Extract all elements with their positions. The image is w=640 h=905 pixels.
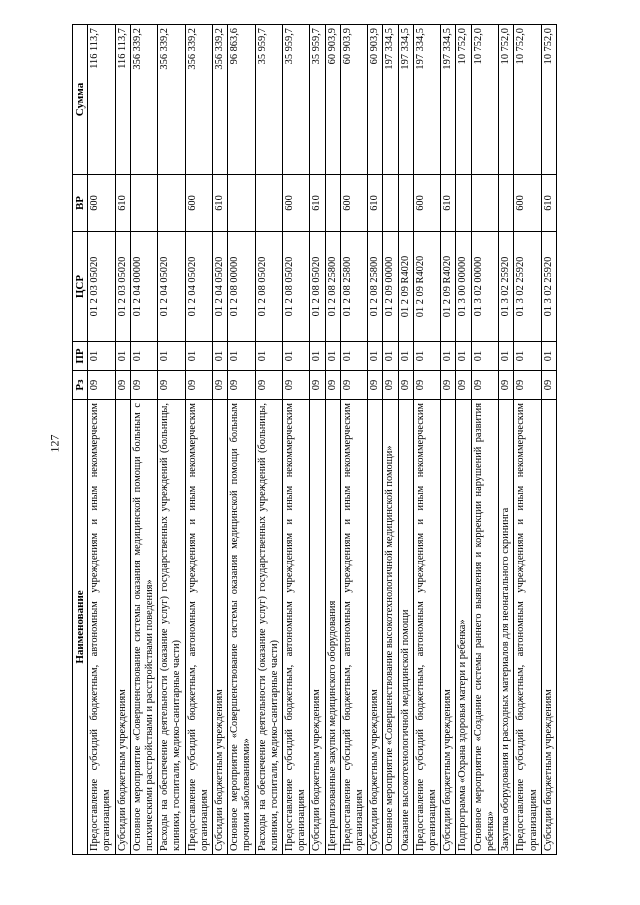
table-row (340, 25, 367, 855)
cell-sum: 197 334,5 (383, 25, 398, 175)
cell-vr (499, 175, 514, 232)
cell-vr (471, 175, 498, 232)
table-row (213, 25, 228, 855)
cell-sum: 10 752,0 (471, 25, 498, 175)
header-vr: ВР (73, 175, 88, 232)
cell-pr: 01 (325, 342, 340, 371)
cell-sum: 356 339,2 (213, 25, 228, 175)
cell-csr: 01 3 02 00000 (471, 232, 498, 342)
cell-csr: 01 2 08 05020 (310, 232, 325, 342)
cell-pr: 01 (88, 342, 115, 371)
cell-rz: 09 (499, 371, 514, 400)
cell-name: Предоставление субсидий бюджетным, автономным учреждениям и иным некоммерческим организациям (88, 400, 115, 855)
table-row (325, 25, 340, 855)
cell-name: Подпрограмма «Охрана здоровья матери и ребенка» (456, 400, 471, 855)
cell-rz: 09 (325, 371, 340, 400)
cell-rz: 09 (185, 371, 212, 400)
cell-sum: 356 339,2 (185, 25, 212, 175)
table-row (228, 25, 255, 855)
table-row (471, 25, 498, 855)
cell-sum: 197 334,5 (413, 25, 440, 175)
cell-vr: 600 (283, 175, 310, 232)
cell-pr: 01 (310, 342, 325, 371)
cell-csr: 01 2 04 00000 (130, 232, 157, 342)
cell-name: Основное мероприятие «Совершенствование системы оказания медицинской помощи больным прочими заболеваниями» (228, 400, 255, 855)
cell-sum: 96 863,6 (228, 25, 255, 175)
cell-vr: 600 (340, 175, 367, 232)
cell-csr: 01 3 02 25920 (541, 232, 556, 342)
cell-pr: 01 (471, 342, 498, 371)
cell-vr (255, 175, 282, 232)
cell-sum: 60 903,9 (340, 25, 367, 175)
table-row (185, 25, 212, 855)
cell-rz: 09 (283, 371, 310, 400)
cell-name: Расходы на обеспечение деятельности (оказание услуг) государственных учреждений (больницы, клиники, госпитали, медико-санитарные части) (158, 400, 185, 855)
cell-rz: 09 (255, 371, 282, 400)
cell-sum: 35 959,7 (255, 25, 282, 175)
cell-rz: 09 (310, 371, 325, 400)
table-row (441, 25, 456, 855)
cell-csr: 01 2 08 00000 (228, 232, 255, 342)
cell-name: Субсидии бюджетным учреждениям (441, 400, 456, 855)
cell-csr: 01 2 04 05020 (158, 232, 185, 342)
cell-pr: 01 (228, 342, 255, 371)
cell-sum: 60 903,9 (325, 25, 340, 175)
cell-sum: 356 339,2 (130, 25, 157, 175)
table-row (130, 25, 157, 855)
cell-pr: 01 (340, 342, 367, 371)
cell-vr (398, 175, 413, 232)
cell-sum: 10 752,0 (499, 25, 514, 175)
cell-rz: 09 (398, 371, 413, 400)
cell-sum: 35 959,7 (310, 25, 325, 175)
cell-csr: 01 2 08 25800 (340, 232, 367, 342)
cell-name: Расходы на обеспечение деятельности (оказание услуг) государственных учреждений (больницы, клиники, госпитали, медико-санитарные части) (255, 400, 282, 855)
cell-rz: 09 (541, 371, 556, 400)
table-row (514, 25, 541, 855)
cell-csr: 01 2 08 05020 (283, 232, 310, 342)
header-csr: ЦСР (73, 232, 88, 342)
table-row (383, 25, 398, 855)
cell-vr: 610 (310, 175, 325, 232)
cell-csr: 01 2 09 R4020 (413, 232, 440, 342)
cell-csr: 01 2 03 05020 (115, 232, 130, 342)
cell-vr (325, 175, 340, 232)
cell-name: Закупка оборудования и расходных материалов для неонатального скрининга (499, 400, 514, 855)
cell-rz: 09 (383, 371, 398, 400)
cell-vr (158, 175, 185, 232)
cell-vr: 600 (185, 175, 212, 232)
cell-name: Предоставление субсидий бюджетным, автономным учреждениям и иным некоммерческим организациям (413, 400, 440, 855)
cell-pr: 01 (441, 342, 456, 371)
cell-name: Предоставление субсидий бюджетным, автономным учреждениям и иным некоммерческим организациям (514, 400, 541, 855)
cell-sum: 10 752,0 (541, 25, 556, 175)
cell-rz: 09 (368, 371, 383, 400)
cell-rz: 09 (413, 371, 440, 400)
cell-vr: 610 (213, 175, 228, 232)
cell-sum: 116 113,7 (115, 25, 130, 175)
table-row (255, 25, 282, 855)
header-row (73, 25, 88, 855)
cell-rz: 09 (228, 371, 255, 400)
cell-name: Предоставление субсидий бюджетным, автономным учреждениям и иным некоммерческим организациям (185, 400, 212, 855)
cell-name: Субсидии бюджетным учреждениям (368, 400, 383, 855)
cell-vr (456, 175, 471, 232)
cell-vr: 610 (368, 175, 383, 232)
cell-pr: 01 (499, 342, 514, 371)
cell-pr: 01 (413, 342, 440, 371)
cell-csr: 01 2 03 05020 (88, 232, 115, 342)
cell-pr: 01 (541, 342, 556, 371)
cell-pr: 01 (514, 342, 541, 371)
cell-vr: 600 (413, 175, 440, 232)
cell-vr: 600 (514, 175, 541, 232)
cell-name: Субсидии бюджетным учреждениям (213, 400, 228, 855)
cell-pr: 01 (115, 342, 130, 371)
table-body (88, 25, 557, 855)
cell-sum: 356 339,2 (158, 25, 185, 175)
cell-csr: 01 2 08 25800 (325, 232, 340, 342)
table-row (398, 25, 413, 855)
cell-csr: 01 2 09 00000 (383, 232, 398, 342)
cell-rz: 09 (130, 371, 157, 400)
cell-pr: 01 (185, 342, 212, 371)
table-row (283, 25, 310, 855)
table-row (158, 25, 185, 855)
cell-rz: 09 (340, 371, 367, 400)
cell-csr: 01 3 02 25920 (499, 232, 514, 342)
cell-pr: 01 (158, 342, 185, 371)
header-sum: Сумма (73, 25, 88, 175)
cell-pr: 01 (283, 342, 310, 371)
cell-sum: 10 752,0 (514, 25, 541, 175)
cell-vr: 610 (115, 175, 130, 232)
cell-pr: 01 (368, 342, 383, 371)
header-rz: Рз (73, 371, 88, 400)
cell-csr: 01 2 09 R4020 (398, 232, 413, 342)
rotated-budget-table-container (72, 25, 582, 855)
table-row (413, 25, 440, 855)
cell-sum: 60 903,9 (368, 25, 383, 175)
cell-name: Субсидии бюджетным учреждениям (310, 400, 325, 855)
cell-vr: 610 (441, 175, 456, 232)
cell-rz: 09 (158, 371, 185, 400)
cell-rz: 09 (213, 371, 228, 400)
cell-csr: 01 2 09 R4020 (441, 232, 456, 342)
cell-name: Централизованные закупки медицинского оборудования (325, 400, 340, 855)
table-row (115, 25, 130, 855)
cell-sum: 197 334,5 (441, 25, 456, 175)
cell-csr: 01 2 04 05020 (185, 232, 212, 342)
cell-rz: 09 (471, 371, 498, 400)
cell-pr: 01 (130, 342, 157, 371)
cell-pr: 01 (398, 342, 413, 371)
cell-name: Предоставление субсидий бюджетным, автономным учреждениям и иным некоммерческим организациям (283, 400, 310, 855)
budget-table (72, 24, 557, 855)
cell-sum: 10 752,0 (456, 25, 471, 175)
cell-name: Основное мероприятие «Совершенствование высокотехнологичной медицинской помощи» (383, 400, 398, 855)
cell-pr: 01 (456, 342, 471, 371)
table-row (368, 25, 383, 855)
cell-sum: 35 959,7 (283, 25, 310, 175)
cell-pr: 01 (383, 342, 398, 371)
cell-rz: 09 (514, 371, 541, 400)
cell-vr (383, 175, 398, 232)
table-row (310, 25, 325, 855)
header-name: Наименование (73, 400, 88, 855)
table-row (499, 25, 514, 855)
cell-vr (228, 175, 255, 232)
table-row (541, 25, 556, 855)
cell-pr: 01 (213, 342, 228, 371)
cell-pr: 01 (255, 342, 282, 371)
cell-name: Субсидии бюджетным учреждениям (115, 400, 130, 855)
cell-name: Оказание высокотехнологичной медицинской помощи (398, 400, 413, 855)
cell-name: Основное мероприятие «Совершенствование системы оказания медицинской помощи больным с психическими расстройствами и расстройствами поведения» (130, 400, 157, 855)
cell-name: Субсидии бюджетным учреждениям (541, 400, 556, 855)
cell-csr: 01 3 02 25920 (514, 232, 541, 342)
cell-csr: 01 2 08 25800 (368, 232, 383, 342)
cell-rz: 09 (441, 371, 456, 400)
cell-csr: 01 2 04 05020 (213, 232, 228, 342)
table-row (456, 25, 471, 855)
cell-vr: 610 (541, 175, 556, 232)
cell-rz: 09 (456, 371, 471, 400)
page-number: 127 (47, 434, 62, 453)
cell-vr: 600 (88, 175, 115, 232)
cell-sum: 197 334,5 (398, 25, 413, 175)
cell-name: Предоставление субсидий бюджетным, автономным учреждениям и иным некоммерческим организациям (340, 400, 367, 855)
header-pr: ПР (73, 342, 88, 371)
cell-vr (130, 175, 157, 232)
cell-rz: 09 (115, 371, 130, 400)
cell-rz: 09 (88, 371, 115, 400)
table-row (88, 25, 115, 855)
cell-csr: 01 3 00 00000 (456, 232, 471, 342)
cell-sum: 116 113,7 (88, 25, 115, 175)
cell-csr: 01 2 08 05020 (255, 232, 282, 342)
cell-name: Основное мероприятие «Создание системы раннего выявления и коррекции нарушений развития ребенка» (471, 400, 498, 855)
